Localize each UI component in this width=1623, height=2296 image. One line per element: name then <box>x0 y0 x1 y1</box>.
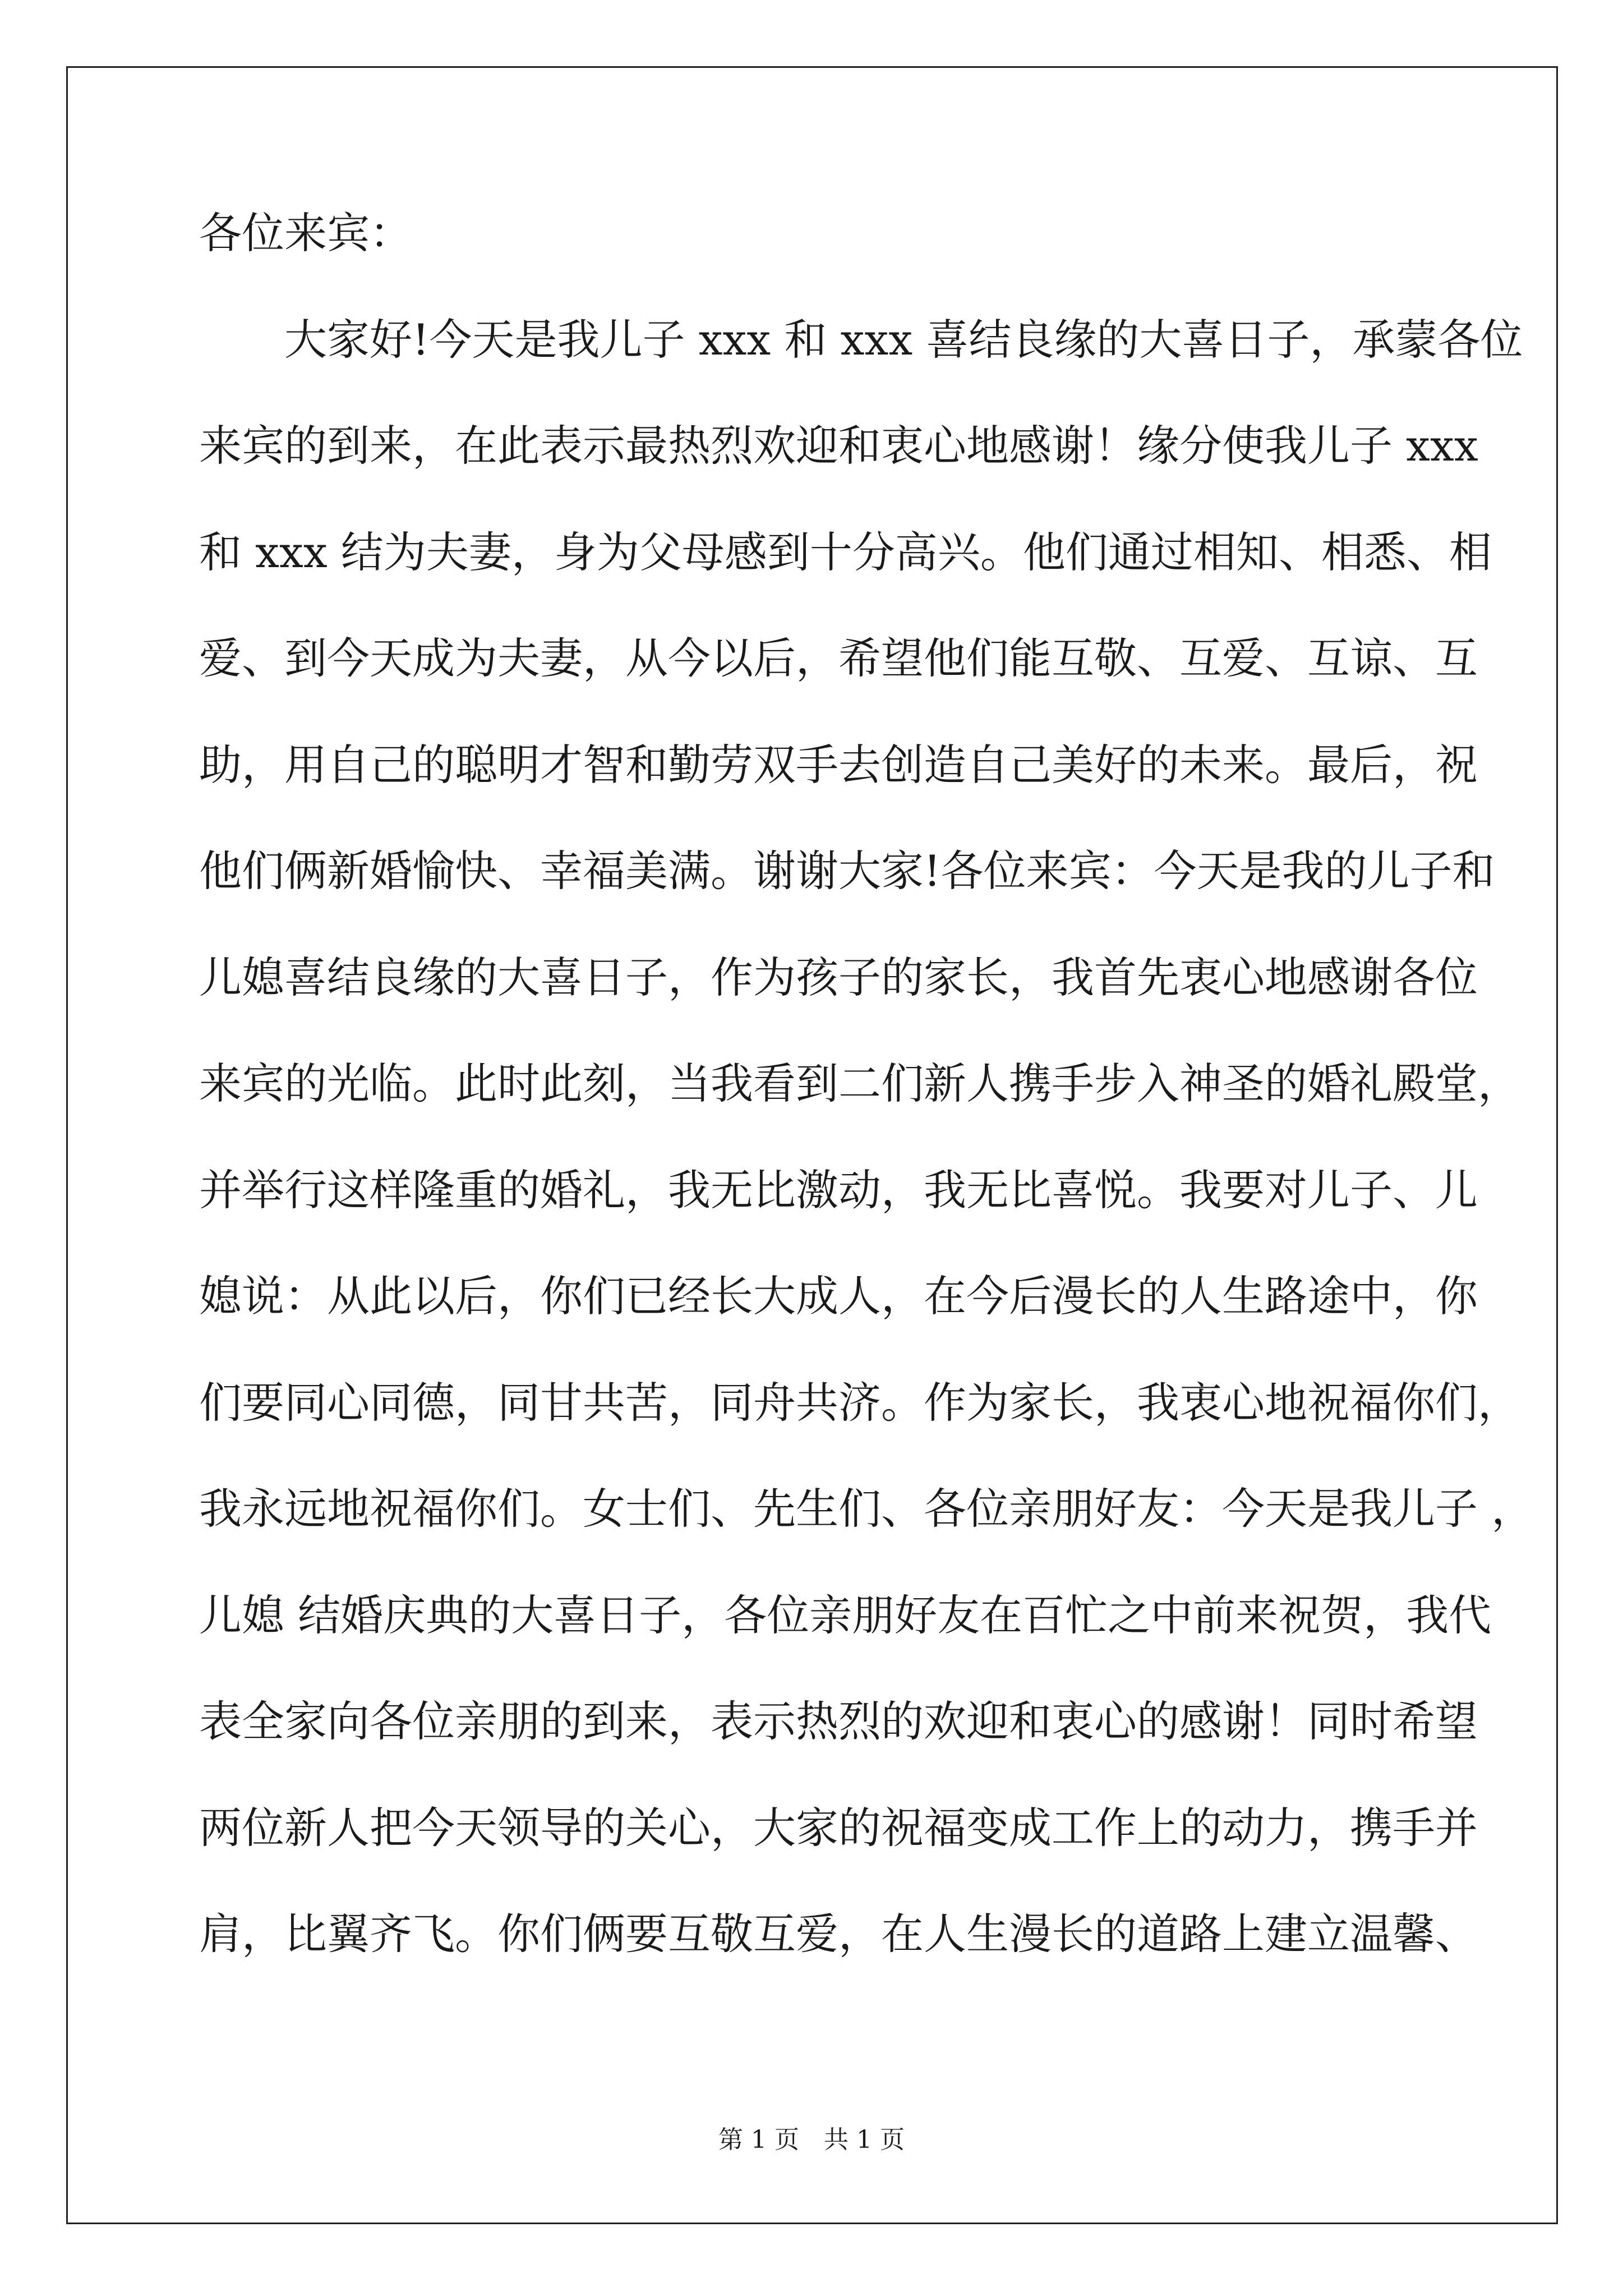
paragraph-line: 爱、到今天成为夫妻，从今以后，希望他们能互敬、互爱、互谅、互 <box>199 633 1478 683</box>
paragraph-line: 肩，比翼齐飞。你们俩要互敬互爱，在人生漫长的道路上建立温馨、 <box>199 1909 1478 1959</box>
paragraph-line: 们要同心同德，同甘共苦，同舟共济。作为家长，我衷心地祝福你们， <box>199 1377 1520 1428</box>
paragraph-line: 儿媳 结婚庆典的大喜日子，各位亲朋好友在百忙之中前来祝贺，我代 <box>199 1590 1492 1640</box>
paragraph-line: 和 xxx 结为夫妻，身为父母感到十分高兴。他们通过相知、相悉、相 <box>199 527 1492 577</box>
paragraph-line: 两位新人把今天领导的关心，大家的祝福变成工作上的动力，携手并 <box>199 1802 1478 1853</box>
paragraph-line: 媳说：从此以后，你们已经长大成人，在今后漫长的人生路途中，你 <box>199 1271 1478 1321</box>
paragraph-line: 大家好!今天是我儿子 xxx 和 xxx 喜结良缘的大喜日子，承蒙各位 <box>284 314 1523 365</box>
paragraph-line: 他们俩新婚愉快、幸福美满。谢谢大家!各位来宾：今天是我的儿子和 <box>199 846 1495 896</box>
paragraph-line: 我永远地祝福你们。女士们、先生们、各位亲朋好友：今天是我儿子 ， <box>199 1484 1534 1534</box>
paragraph-line: 助，用自己的聪明才智和勤劳双手去创造自己美好的未来。最后，祝 <box>199 739 1478 790</box>
paragraph-line: 来宾的光临。此时此刻，当我看到二们新人携手步入神圣的婚礼殿堂， <box>199 1059 1520 1108</box>
paragraph-line: 表全家向各位亲朋的到来，表示热烈的欢迎和衷心的感谢！同时希望 <box>199 1696 1478 1746</box>
document-body <box>199 208 1534 2019</box>
page-footer: 第 1 页 共 1 页 <box>718 2125 905 2154</box>
salutation: 各位来宾： <box>199 208 412 258</box>
paragraph-line: 儿媳喜结良缘的大喜日子，作为孩子的家长，我首先衷心地感谢各位 <box>199 952 1478 1002</box>
paragraph-line: 来宾的到来，在此表示最热烈欢迎和衷心地感谢！缘分使我儿子 xxx <box>199 421 1478 471</box>
paragraph-line: 并举行这样隆重的婚礼，我无比激动，我无比喜悦。我要对儿子、儿 <box>199 1165 1478 1215</box>
